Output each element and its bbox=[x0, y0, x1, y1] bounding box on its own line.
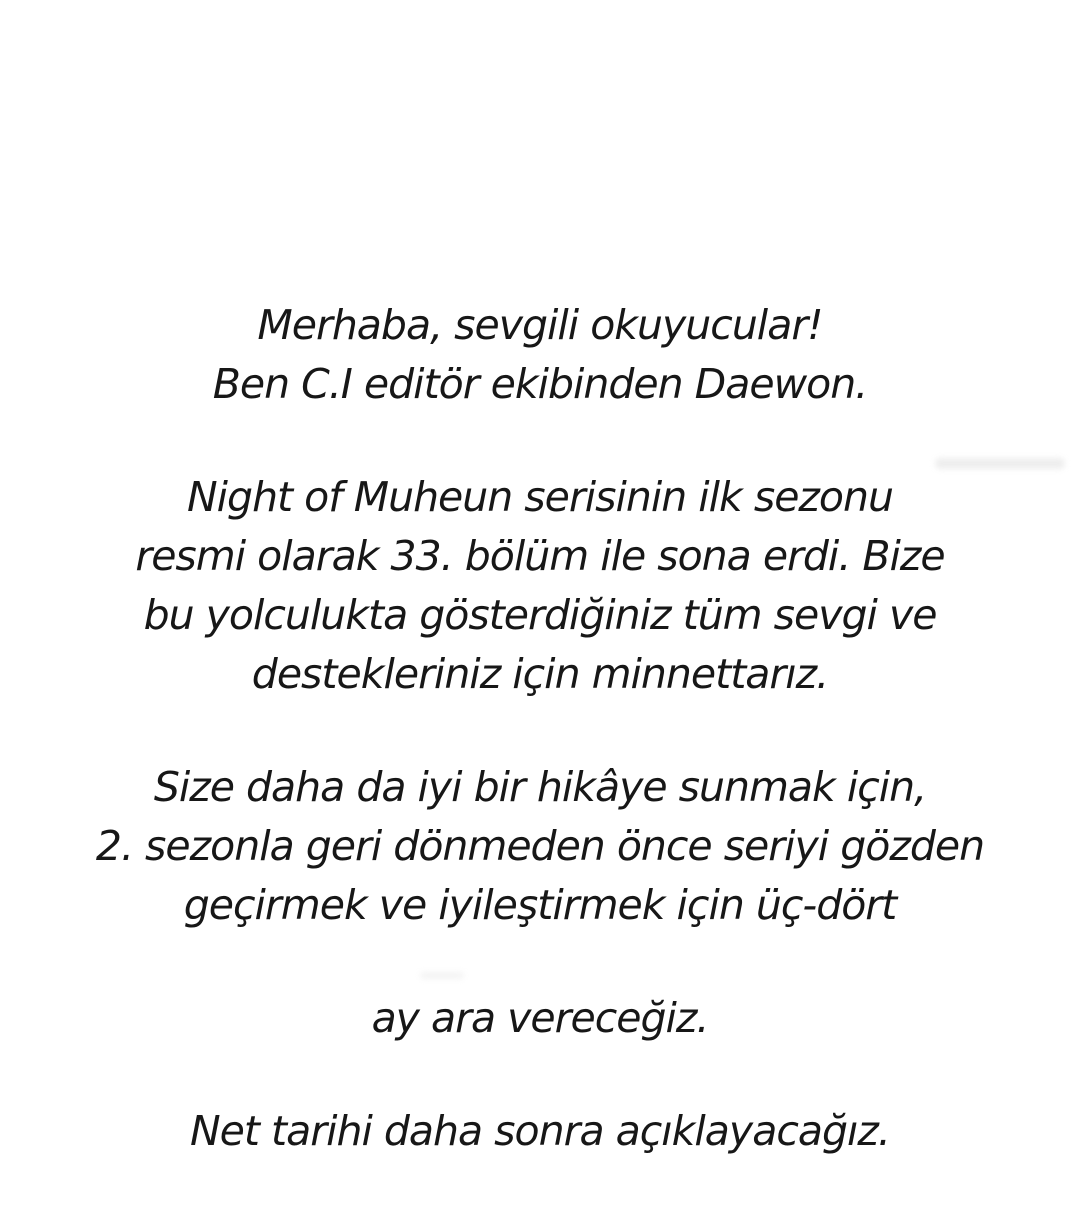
note-line: 2. sezonla geri dönmeden önce seriyi gözden bbox=[95, 822, 985, 870]
note-line: Net tarihi daha sonra açıklayacağız. bbox=[190, 1107, 890, 1155]
note-line: resmi olarak 33. bölüm ile sona erdi. Bize bbox=[135, 532, 945, 580]
note-paragraph-greeting bbox=[0, 296, 1080, 414]
note-line: bu yolculukta gösterdiğiniz tüm sevgi ve bbox=[143, 591, 937, 639]
note-line: Size daha da iyi bir hikâye sunmak için, bbox=[153, 763, 927, 811]
note-line: Ben C.I editör ekibinden Daewon. bbox=[212, 360, 868, 408]
note-line: destekleriniz için minnettarız. bbox=[251, 650, 829, 698]
note-paragraph-break-duration bbox=[0, 989, 1080, 1048]
note-paragraph-season-end bbox=[0, 468, 1080, 704]
note-line: Merhaba, sevgili okuyucular! bbox=[257, 301, 823, 349]
note-paragraph-date-announcement bbox=[0, 1102, 1080, 1161]
note-paragraph-hiatus bbox=[0, 758, 1080, 935]
note-line: Night of Muheun serisinin ilk sezonu bbox=[186, 473, 893, 521]
note-line: ay ara vereceğiz. bbox=[371, 994, 709, 1042]
note-line: geçirmek ve iyileştirmek için üç-dört bbox=[183, 881, 897, 929]
